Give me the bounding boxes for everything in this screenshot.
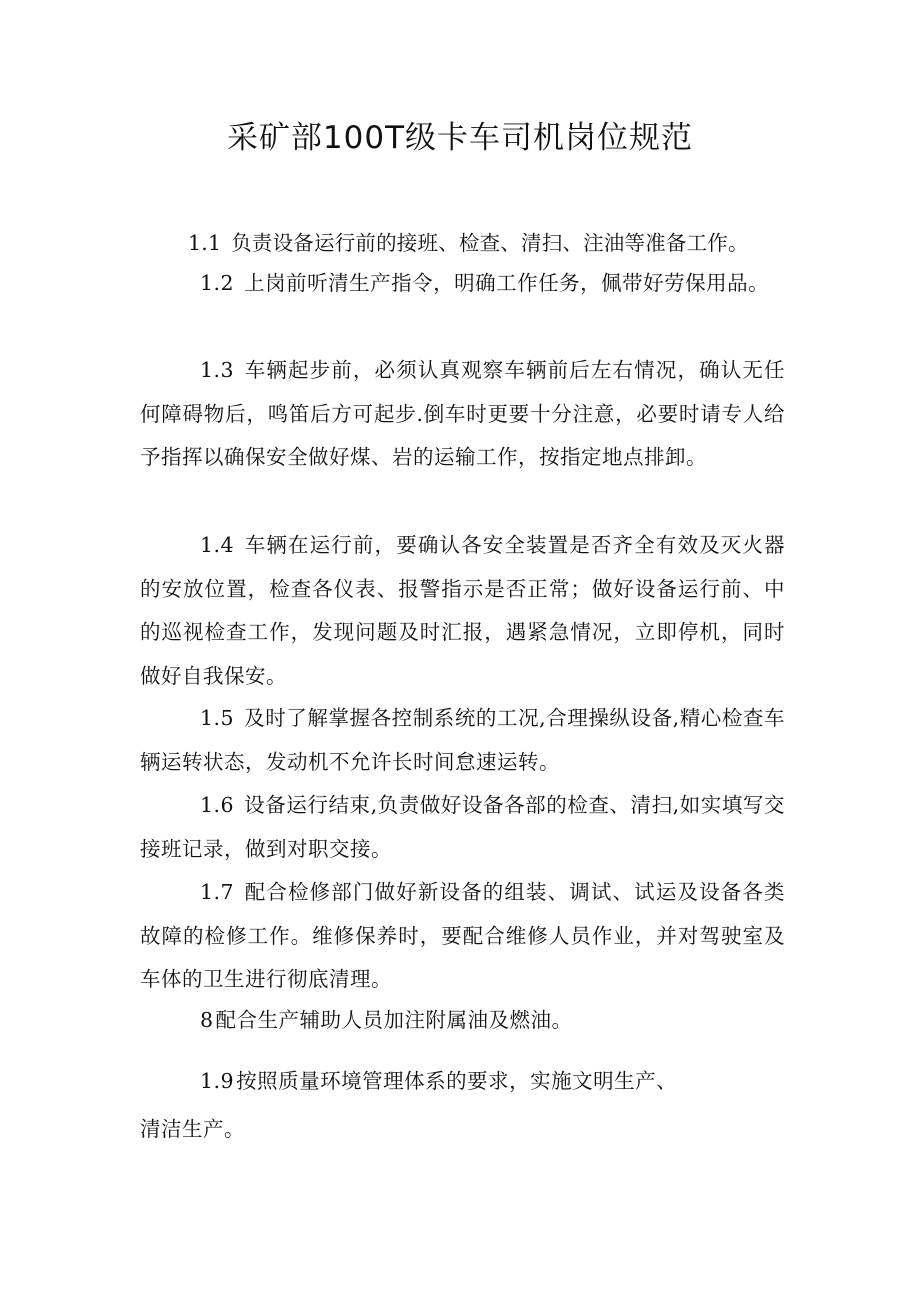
item-number: 1.3 (200, 358, 235, 382)
paragraph-1-4 (140, 524, 785, 698)
item-text: 车辆起步前，必须认真观察车辆前后左右情况，确认无任何障碍物后，鸣笛后方可起步.倒车时更要十分注意，必要时请专人给予指挥以确保安全做好煤、岩的运输工作，按指定地点排卸。 (140, 358, 785, 469)
paragraph-1-9 (140, 1060, 785, 1104)
document-title: 采矿部100T级卡车司机岗位规范 (226, 120, 694, 156)
item-text: 设备运行结束,负责做好设备各部的检查、清扫,如实填写交接班记录，做到对职交接。 (140, 793, 785, 861)
item-text: 及时了解掌握各控制系统的工况,合理操纵设备,精心检查车辆运转状态，发动机不允许长时间怠速运转。 (140, 706, 785, 774)
item-text: 车辆在运行前，要确认各安全装置是否齐全有效及灭火器的安放位置，检查各仪表、报警指示是否正常；做好设备运行前、中的巡视检查工作，发现问题及时汇报，遇紧急情况，立即停机，同时做好自我保安。 (140, 533, 785, 688)
item-number: 1.7 (200, 880, 235, 904)
item-number: 1.9 (200, 1069, 235, 1093)
item-number: 8 (200, 1008, 214, 1032)
item-number: 1.1 (188, 231, 222, 255)
paragraph-8 (140, 999, 785, 1043)
paragraph-1-7 (140, 871, 785, 1002)
item-number: 1.5 (200, 706, 235, 730)
paragraph-1-9-continuation (140, 1108, 785, 1152)
item-text: 上岗前听清生产指令，明确工作任务，佩带好劳保用品。 (244, 271, 770, 295)
item-text: 负责设备运行前的接班、检查、清扫、注油等准备工作。 (231, 231, 749, 255)
item-number: 1.2 (200, 271, 235, 295)
item-number: 1.4 (200, 533, 235, 557)
item-number: 1.6 (200, 793, 235, 817)
item-text: 按照质量环境管理体系的要求，实施文明生产、 (236, 1069, 678, 1093)
paragraph-1-6 (140, 784, 785, 871)
item-text: 配合生产辅助人员加注附属油及燃油。 (215, 1008, 573, 1032)
paragraph-1-3 (140, 349, 785, 480)
item-text: 清洁生产。 (140, 1117, 245, 1141)
paragraph-1-1 (188, 222, 788, 266)
paragraph-1-5 (140, 697, 785, 784)
paragraph-1-2 (140, 262, 785, 306)
item-text: 配合检修部门做好新设备的组装、调试、试运及设备各类故障的检修工作。维修保养时，要配合维修人员作业，并对驾驶室及车体的卫生进行彻底清理。 (140, 880, 785, 991)
